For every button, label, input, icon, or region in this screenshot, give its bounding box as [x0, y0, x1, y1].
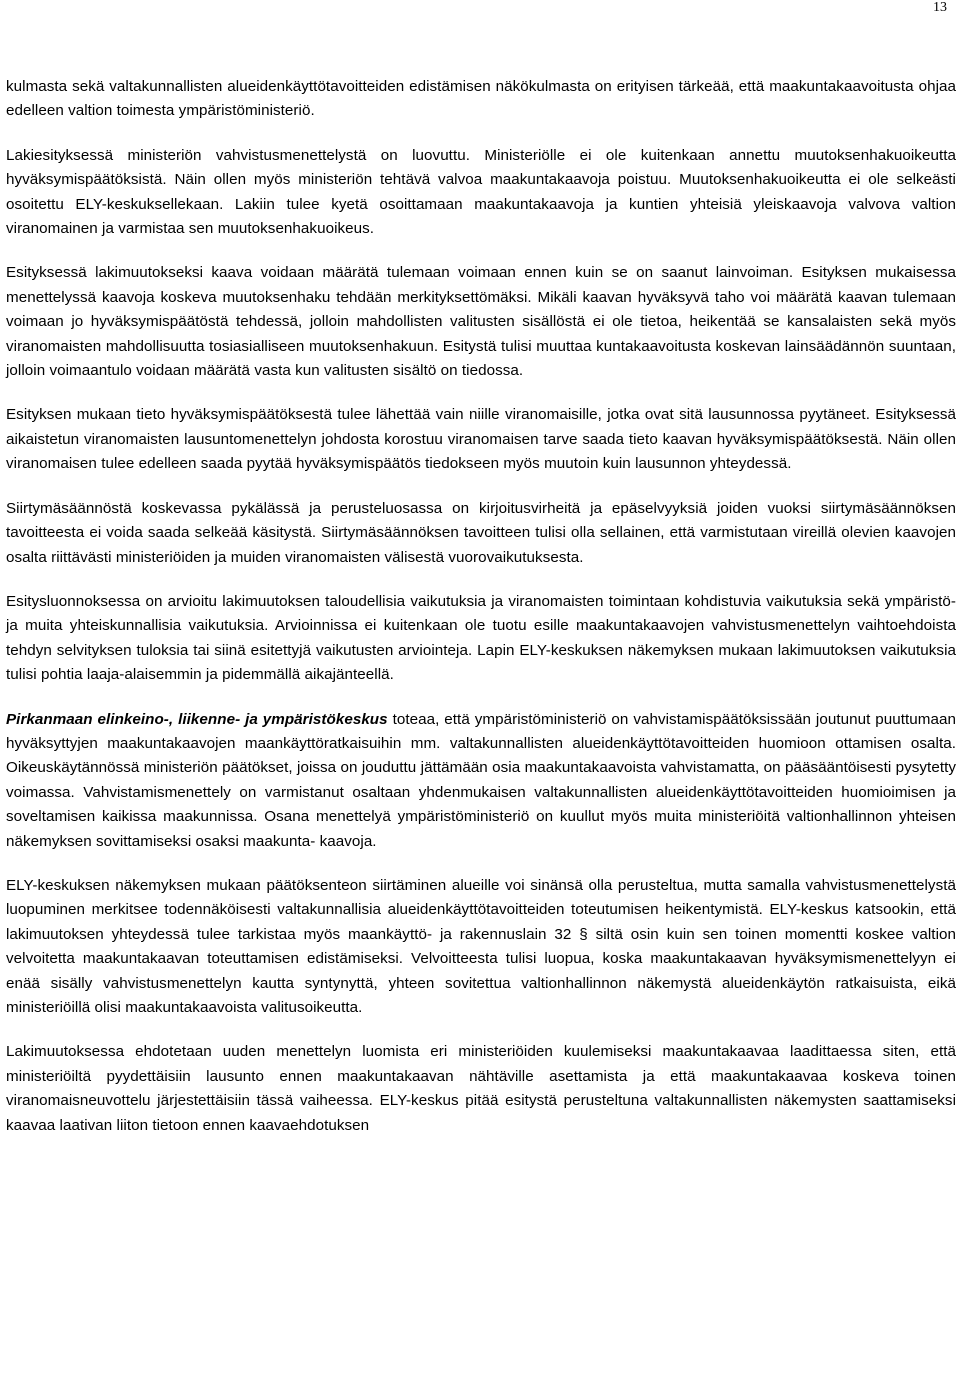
document-body [6, 64, 956, 1138]
paragraph-2-text: Lakiesityksessä ministeriön vahvistusmenettelystä on luovuttu. Ministeriölle ei ole kuitenkaan annettu muutoksenhakuoikeutta hyväksymispäätöksistä. Näin ollen myös ministeriön tehtävä valvoa maakuntakaavoja poistuu. Muutoksenhakuoikeutta ei ole selkeästi osoitettu ELY-keskuksellekaan. Lakiin tulee kyetä osoittamaan maakuntakaavoja ja kuntien yhteisiä yleiskaavoja valvova valtion viranomainen ja varmistaa sen muutoksenhakuoikeus. [6, 146, 956, 238]
paragraph-6-text: Esitysluonnoksessa on arvioitu lakimuutoksen taloudellisia vaikutuksia ja viranomaisten toimintaan kohdistuvia vaikutuksia sekä ympäristö- ja muita yhteiskunnallisia vaikutuksia. Arvioinnissa ei kuitenkaan ole tuotu esille maakuntakaavojen vahvistusmenettelyn vaihtoehdoista tehdyn selvityksen tuloksia tai siinä esitettyjä vaikutusten arviointeja. Lapin ELY-keskuksen näkemyksen mukaan lakimuutoksen vaikutuksia tulisi pohtia laaja-alaisemmin ja pidemmällä aikajänteellä. [6, 592, 956, 684]
paragraph-3 [6, 261, 956, 383]
paragraph-3-text: Esityksessä lakimuutokseksi kaava voidaan määrätä tulemaan voimaan ennen kuin se on saanut lainvoiman. Esityksen mukaisessa menettelyssä kaavoja koskeva muutoksenhaku tehdään merkityksettömäksi. Mikäli kaavan hyväksyvä taho voi määrätä kaavan tulemaan voimaan jo hyväksymispäätöstä tehdessä, jolloin mahdollisten valitusten sisällöstä ei ole tietoa, heikentää se kansalaisten sekä myös viranomaisten mahdollisuutta tosiasialliseen muutoksenhakuun. Esitystä tulisi muuttaa kuntakaavoitusta koskevan lainsäädännön suuntaan, jolloin voimaantulo voidaan määrätä vasta kun valitusten sisältö on tiedossa. [6, 264, 956, 380]
paragraph-4-text: Esityksen mukaan tieto hyväksymispäätöksestä tulee lähettää vain niille viranomaisille, jotka ovat sitä lausunnossa pyytäneet. Esityksessä aikaistetun viranomaisten lausuntomenettelyn johdosta korostuu viranomaisen tarve saada tieto kaavan hyväksymispäätöksestä. Näin ollen viranomaisen tulee edelleen saada pyytää hyväksymispäätös tiedokseen myös muutoin kuin lausunnon yhteydessä. [6, 406, 956, 473]
paragraph-5 [6, 497, 956, 570]
paragraph-1-text: kulmasta sekä valtakunnallisten alueidenkäyttötavoitteiden edistämisen näkökulmasta on erityisen tärkeää, että maakuntakaavoitusta ohjaa edelleen valtion toimesta ympäristöministeriö. [6, 78, 956, 120]
page-number: 13 [933, 0, 947, 15]
paragraph-8-text: ELY-keskuksen näkemyksen mukaan päätöksenteon siirtäminen alueille voi sinänsä olla perusteltua, mutta samalla vahvistusmenettelystä luopuminen merkitsee todennäköisesti valtakunnallisia alueidenkäyttötavoitteiden toteutumisen heikentymistä. ELY-keskus katsookin, että lakimuutoksen yhteydessä tulee tarkistaa myös maankäyttö- ja rakennuslain 32 § siltä osin kuin sen toinen momentti koskee valtion velvoitetta maakuntakaavan toteuttamisen edistämiseksi. Velvoitteesta tulisi luopua, koska maakuntakaavan hyväksymismenettelyyn ei enää sisälly vahvistusmenettelyn kautta syntynyttä, yhteen sovitettua valtionhallinnon näkemystä alueidenkäytön ratkaisuista, eikä ministeriöillä olisi maakuntakaavoista valitusoikeutta. [6, 876, 956, 1016]
paragraph-7-lead-organization: Pirkanmaan elinkeino-, liikenne- ja ympäristökeskus [6, 710, 388, 728]
paragraph-6 [6, 590, 956, 688]
paragraph-9 [6, 1040, 956, 1138]
paragraph-9-text: Lakimuutoksessa ehdotetaan uuden menettelyn luomista eri ministeriöiden kuulemiseksi maakuntakaavaa laadittaessa siten, että ministeriöiltä pyydettäisiin lausunto ennen maakuntakaavan nähtäville asettamista ja että maakuntakaavaa koskeva toinen viranomaisneuvottelu järjestettäisiin tässä vaiheessa. ELY-keskus pitää esitystä perusteltuna valtakunnallisten näkemysten saattamiseksi kaavaa laativan liiton tietoon ennen kaavaehdotuksen [6, 1043, 956, 1134]
paragraph-5-text: Siirtymäsäännöstä koskevassa pykälässä ja perusteluosassa on kirjoitusvirheitä ja epäselvyyksiä joiden vuoksi siirtymäsäännöksen tavoitteesta ei voida saada selkeää käsitystä. Siirtymäsäännöksen tavoitteen tulisi olla sellainen, että varmistutaan vireillä olevien kaavojen osalta riittävästi ministeriöiden ja muiden viranomaisten välisestä vuorovaikutuksesta. [6, 499, 956, 566]
paragraph-2 [6, 144, 956, 242]
paragraph-4 [6, 403, 956, 476]
paragraph-7-text: toteaa, että ympäristöministeriö on vahvistamispäätöksissään joutunut puuttumaan hyväksyttyjen maakuntakaavojen maankäyttöratkaisuihin mm. valtakunnallisten alueidenkäyttötavoitteiden huomioon ottamisen osalta. Oikeuskäytännössä ministeriön päätökset, joissa on jouduttu jättämään osia maakuntakaavoista vahvistamatta, on pääsääntöisesti pysytetty voimassa. Vahvistamismenettely on varmistanut osaltaan yhdenmukaisen valtakunnallisten alueidenkäyttötavoitteiden huomioimisen ja soveltamisen kaikissa maakunnissa. Osana menettelyä ympäristöministeriö on kuullut myös muita ministeriöitä valtionhallinnon yhteisen näkemyksen sovittamiseksi osaksi maakunta- kaavoja. [6, 710, 956, 850]
paragraph-8 [6, 874, 956, 1020]
paragraph-7 [6, 708, 956, 854]
paragraph-1 [6, 75, 956, 124]
